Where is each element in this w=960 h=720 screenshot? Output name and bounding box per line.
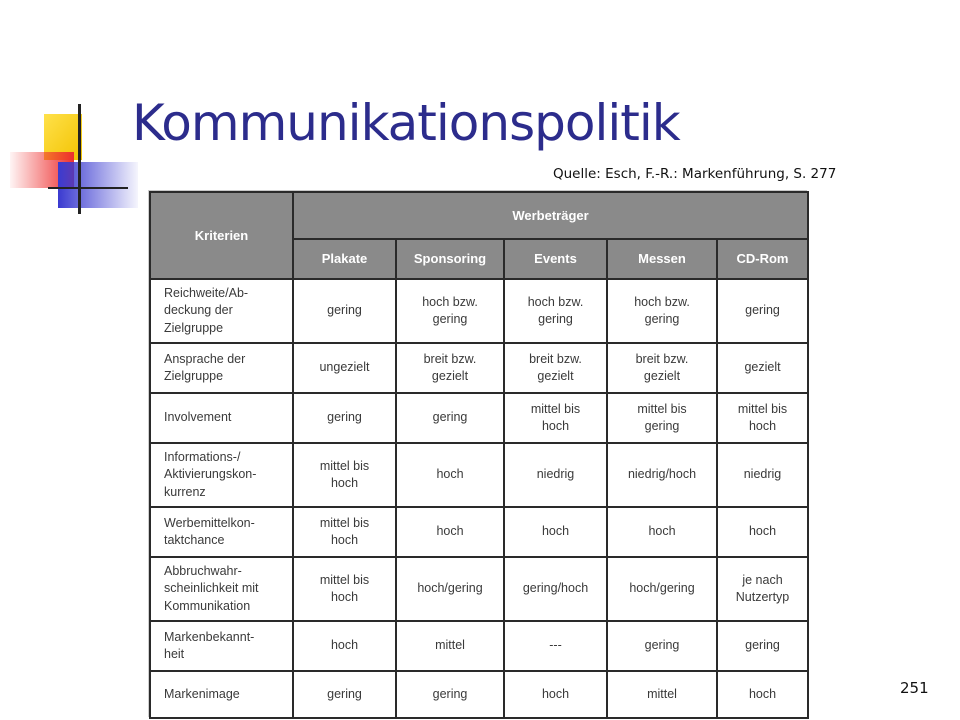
criterion-line: Abbruchwahr- <box>164 564 242 579</box>
media-header-sponsoring: Sponsoring <box>396 239 504 279</box>
value-line: niedrig <box>536 467 575 482</box>
value-cell <box>396 279 504 343</box>
value-line: gering <box>432 686 468 701</box>
media-header-cd-rom: CD-Rom <box>717 239 808 279</box>
criterion-line: Informations-/ <box>164 450 241 465</box>
value-line: hoch <box>748 524 777 539</box>
value-cell <box>717 343 808 393</box>
value-line: mittel bis <box>530 401 581 416</box>
value-cell <box>396 343 504 393</box>
value-line: breit bzw. <box>635 351 689 366</box>
value-cell <box>396 621 504 671</box>
value-line: hoch/gering <box>629 581 695 596</box>
value-line: mittel bis <box>319 458 370 473</box>
value-cell <box>293 507 396 557</box>
value-line: hoch bzw. <box>634 294 690 309</box>
criterion-line: Markenbekannt- <box>164 629 255 644</box>
table-row <box>150 671 808 718</box>
table-row <box>150 443 808 507</box>
value-line: hoch <box>330 590 359 604</box>
value-line: gering <box>327 686 362 701</box>
value-cell <box>293 279 396 343</box>
value-cell <box>396 671 504 718</box>
value-line: gezielt <box>643 369 681 383</box>
criterion-cell <box>150 557 293 621</box>
value-line: gering <box>644 419 680 433</box>
value-line: hoch <box>648 524 676 539</box>
criterion-line: taktchance <box>164 533 225 547</box>
value-cell <box>504 279 607 343</box>
value-line: hoch <box>330 533 359 547</box>
criterion-line: scheinlichkeit mit <box>164 581 259 596</box>
value-cell <box>504 621 607 671</box>
value-line: hoch <box>748 419 777 433</box>
value-cell <box>607 279 717 343</box>
value-cell <box>504 443 607 507</box>
value-cell <box>607 557 717 621</box>
value-cell <box>293 557 396 621</box>
value-line: gering <box>432 410 468 425</box>
criterion-line: Markenimage <box>164 686 240 701</box>
value-cell <box>607 507 717 557</box>
value-line: je nach <box>742 572 783 587</box>
value-cell <box>717 393 808 443</box>
media-group-header: Werbeträger <box>293 192 808 239</box>
value-line: hoch <box>436 467 464 482</box>
value-line: breit bzw. <box>423 351 477 366</box>
criterion-line: Zielgruppe <box>164 369 224 383</box>
value-line: gering <box>745 303 780 318</box>
value-cell <box>607 443 717 507</box>
value-line: gezielt <box>431 369 469 383</box>
value-line: gering <box>644 312 680 326</box>
criterion-cell <box>150 443 293 507</box>
criterion-line: Ansprache der <box>164 351 246 366</box>
value-cell <box>717 443 808 507</box>
value-line: gering <box>745 638 780 653</box>
value-line: mittel bis <box>737 401 788 416</box>
value-line: gezielt <box>744 360 781 375</box>
criterion-cell <box>150 671 293 718</box>
media-header-plakate: Plakate <box>293 239 396 279</box>
value-cell <box>293 621 396 671</box>
value-cell <box>717 671 808 718</box>
value-cell <box>396 507 504 557</box>
criterion-line: Zielgruppe <box>164 320 224 335</box>
value-line: hoch bzw. <box>527 294 584 309</box>
criterion-line: Reichweite/Ab- <box>164 286 249 301</box>
value-line: mittel <box>435 638 465 653</box>
table-row <box>150 393 808 443</box>
page-number: 251 <box>900 679 929 697</box>
table-row <box>150 557 808 621</box>
value-cell <box>717 507 808 557</box>
value-cell <box>293 443 396 507</box>
logo-graphic <box>10 100 150 220</box>
criterion-line: Werbemittelkon- <box>164 515 255 530</box>
value-line: hoch <box>541 524 570 539</box>
value-cell <box>717 621 808 671</box>
value-line: hoch <box>436 524 464 539</box>
source-citation: Quelle: Esch, F.-R.: Markenführung, S. 277 <box>553 166 837 182</box>
value-line: gering <box>327 303 362 318</box>
value-line: hoch <box>330 476 359 490</box>
value-line: breit bzw. <box>529 351 582 366</box>
criteria-header: Kriterien <box>150 192 293 279</box>
value-line: mittel bis <box>319 572 370 587</box>
table-row <box>150 343 808 393</box>
table-row <box>150 507 808 557</box>
value-line: mittel bis <box>319 515 370 530</box>
value-line: gezielt <box>537 369 574 383</box>
value-line: niedrig/hoch <box>627 467 697 482</box>
value-line: hoch <box>541 686 570 701</box>
value-cell <box>504 671 607 718</box>
value-line: gering/hoch <box>522 581 589 596</box>
criterion-line: Aktivierungskon- <box>164 467 257 482</box>
value-cell <box>504 507 607 557</box>
value-cell <box>607 621 717 671</box>
value-line: hoch <box>748 686 777 701</box>
value-line: Nutzertyp <box>735 590 790 604</box>
value-line: gering <box>644 638 680 653</box>
value-cell <box>504 343 607 393</box>
criterion-line: deckung der <box>164 303 233 318</box>
value-cell <box>504 393 607 443</box>
criterion-cell <box>150 507 293 557</box>
value-cell <box>396 393 504 443</box>
value-line: gering <box>432 312 468 326</box>
slide-title: Kommunikationspolitik <box>132 94 680 152</box>
value-line: hoch <box>541 419 570 433</box>
value-line: hoch/gering <box>417 581 483 596</box>
criterion-line: Kommunikation <box>164 598 251 613</box>
value-line: mittel <box>647 686 677 701</box>
criterion-line: Involvement <box>164 410 232 425</box>
value-line: ungezielt <box>319 360 370 375</box>
value-cell <box>717 557 808 621</box>
value-line: --- <box>549 638 562 653</box>
value-cell <box>607 671 717 718</box>
value-cell <box>396 443 504 507</box>
value-line: hoch bzw. <box>422 294 478 309</box>
criterion-cell <box>150 621 293 671</box>
media-comparison-table <box>148 190 807 717</box>
criterion-cell <box>150 279 293 343</box>
value-cell <box>293 671 396 718</box>
table-row <box>150 279 808 343</box>
value-cell <box>293 343 396 393</box>
value-cell <box>607 393 717 443</box>
media-header-messen: Messen <box>607 239 717 279</box>
value-cell <box>293 393 396 443</box>
media-header-events: Events <box>504 239 607 279</box>
value-cell <box>607 343 717 393</box>
table-row <box>150 621 808 671</box>
criterion-cell <box>150 343 293 393</box>
value-line: niedrig <box>743 467 782 482</box>
value-line: hoch <box>330 638 359 653</box>
value-line: mittel bis <box>637 401 687 416</box>
criterion-line: heit <box>164 647 185 661</box>
value-line: gering <box>538 312 573 326</box>
value-cell <box>396 557 504 621</box>
value-cell <box>504 557 607 621</box>
value-line: gering <box>327 410 362 425</box>
criterion-cell <box>150 393 293 443</box>
criterion-line: kurrenz <box>164 484 206 499</box>
value-cell <box>717 279 808 343</box>
